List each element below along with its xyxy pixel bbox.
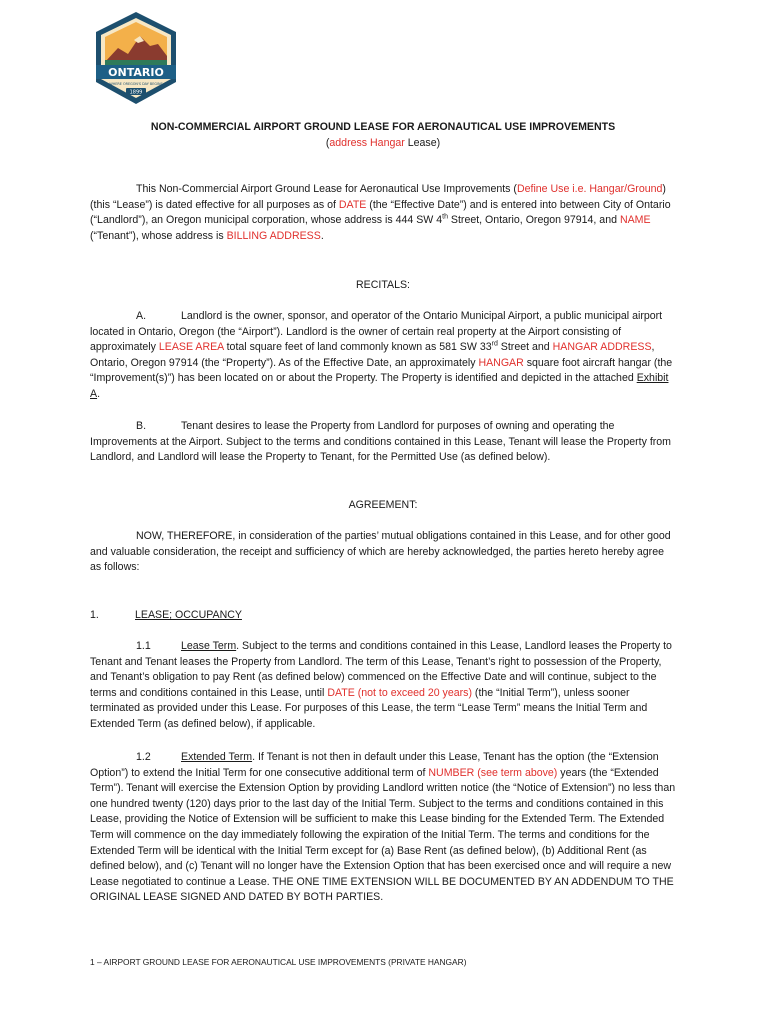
intro-text-2: ) (this “Lease”) is dated effective for all purposes as of [90,183,666,211]
ontario-city-logo [88,10,184,106]
agreement-heading: AGREEMENT: [348,499,418,511]
define-use-placeholder: Define Use i.e. Hangar/Ground [516,183,663,195]
agreement-paragraph [90,529,676,576]
hangar-size-placeholder: HANGAR [478,356,524,369]
recital-a-sup: rd [491,340,498,348]
intro-paragraph [90,182,676,244]
section-1-number: 1. [90,609,99,621]
document-subtitle: (address Hangar Lease) [325,137,441,149]
extension-number-placeholder: NUMBER (see term above) [428,766,558,779]
recital-a [90,309,676,403]
section-1-1-text-2: (the “Initial Term”), unless sooner terminated as provided under this Lease. For purposes of this Lease, the term “Lease Term” means the Initial Term and Extended Term (as defined below), if applicable. [90,686,648,730]
intro-text-1: This Non-Commercial Airport Ground Lease for Aeronautical Use Improvements ( [136,183,517,195]
recital-b-text: Tenant desires to lease the Property from Landlord for purposes of owning and operating the Improvements at the Airport. Subject to the terms and conditions contained in this Lease, Tenant will lease the Property from Landlord, and Landlord will lease the Property to Tenant, for the Permitted Use (as defined below). [90,420,672,464]
section-1-2-text-1: . If Tenant is not then in default under this Lease, Tenant has the option (the “Extension Option”) to extend the Initial Term for one consecutive additional term of [90,751,659,779]
lease-area-placeholder: LEASE AREA [158,341,224,354]
address-hangar-placeholder: address Hangar [329,137,405,149]
section-1-1-heading: Lease Term [181,640,237,652]
recital-a-text-4: , Ontario, Oregon 97914 (the “Property”). As of the Effective Date, an approximately [90,341,655,369]
recital-a-text-6: . [97,387,101,400]
recital-a-label: A. [136,310,147,322]
section-1-1-number: 1.1 [136,640,151,652]
section-1-2-text-2: years (the “Extended Term”). Tenant will exercise the Extension Option by providing Landlord written notice (the “Notice of Extension”) no less than one hundred twenty (120) days prior to the last day of the Initial Term. Subject to the terms and conditions contained in this Lease, providing the Notice of Extension will be sufficient to make this Lease binding for the Extended Term. The Extended Term will commence on the day immediately following the expiration of the Initial Term. The terms and conditions for the Extended Term will be identical with the Initial Term except for (a) Base Rent (as defined below), (b) Additional Rent (as defined below), and (c) Tenant will no longer have the Extension Option that has been exercised once and will require a new Lease negotiated to continue a Lease. THE ONE TIME EXTENSION WILL BE DOCUMENTED BY AN ADDENDUM TO THE ORIGINAL LEASE SIGNED AND DATED BY BOTH PARTIES. [90,766,676,904]
recital-b-label: B. [136,420,147,432]
document-title: NON-COMMERCIAL AIRPORT GROUND LEASE FOR AERONAUTICAL USE IMPROVEMENTS [150,121,616,133]
date-placeholder: DATE [338,198,367,211]
recitals-heading: RECITALS: [356,279,410,291]
intro-text-6: . [320,229,324,242]
billing-address-placeholder: BILLING ADDRESS [226,229,321,242]
logo-tagline-text: WHERE OREGON'S DAY BEGINS [109,82,163,86]
intro-sup: th [442,213,448,221]
agreement-text: NOW, THEREFORE, in consideration of the parties’ mutual obligations contained in this Lease, and for other good and valuable consideration, the receipt and sufficiency of which are hereby acknowledged, the parties hereto hereby agree as follows: [90,530,671,574]
page-footer: 1 – AIRPORT GROUND LEASE FOR AERONAUTICAL USE IMPROVEMENTS (PRIVATE HANGAR) [90,957,467,967]
exhibit-a-link[interactable]: Exhibit A [90,372,669,400]
recital-a-text-5: square foot aircraft hangar (the “Improvement(s)”) has been located on or about the Property. The Property is identified and depicted in the attached [90,356,673,385]
subtitle-rest: Lease) [404,137,441,149]
section-1-2-number: 1.2 [136,751,151,763]
section-1-1-text-1: . Subject to the terms and conditions contained in this Lease, Landlord leases the Property to Tenant and Tenant leases the Property from Landlord. The term of this Lease, Tenant’s right to possession of the Property, and Tenant’s obligation to pay Rent (as defined below) commenced on the Effective Date and will continue, subject to the terms and conditions contained in this Lease, until [90,640,672,699]
section-1-2-heading: Extended Term [181,751,253,763]
logo-city-text: ONTARIO [108,66,164,79]
intro-text-5: (“Tenant”), whose address is [90,229,227,242]
term-date-placeholder: DATE (not to exceed 20 years) [327,686,472,699]
section-1-2 [90,750,676,906]
recital-a-text-3: Street and [497,341,553,354]
section-1-heading [90,608,676,624]
section-1-title: LEASE; OCCUPANCY [135,609,242,621]
intro-text-4: Street, Ontario, Oregon 97914, and [447,214,620,227]
logo-year-text: 1899 [129,89,143,96]
intro-text-3: (the “Effective Date”) and is entered into between City of Ontario (“Landlord”), an Oregon municipal corporation, whose address is 444 SW 4 [90,198,671,227]
recital-a-text-2: total square feet of land commonly known as 581 SW 33 [223,341,492,354]
section-1-1 [90,639,676,733]
recital-a-text-1: Landlord is the owner, sponsor, and operator of the Ontario Municipal Airport, a public municipal airport located in Ontario, Oregon (the “Airport”). Landlord is the owner of certain real property at the Airport consisting of approximately [90,310,663,354]
name-placeholder: NAME [619,214,651,227]
recital-b [90,419,676,466]
hangar-address-placeholder: HANGAR ADDRESS [552,341,652,354]
